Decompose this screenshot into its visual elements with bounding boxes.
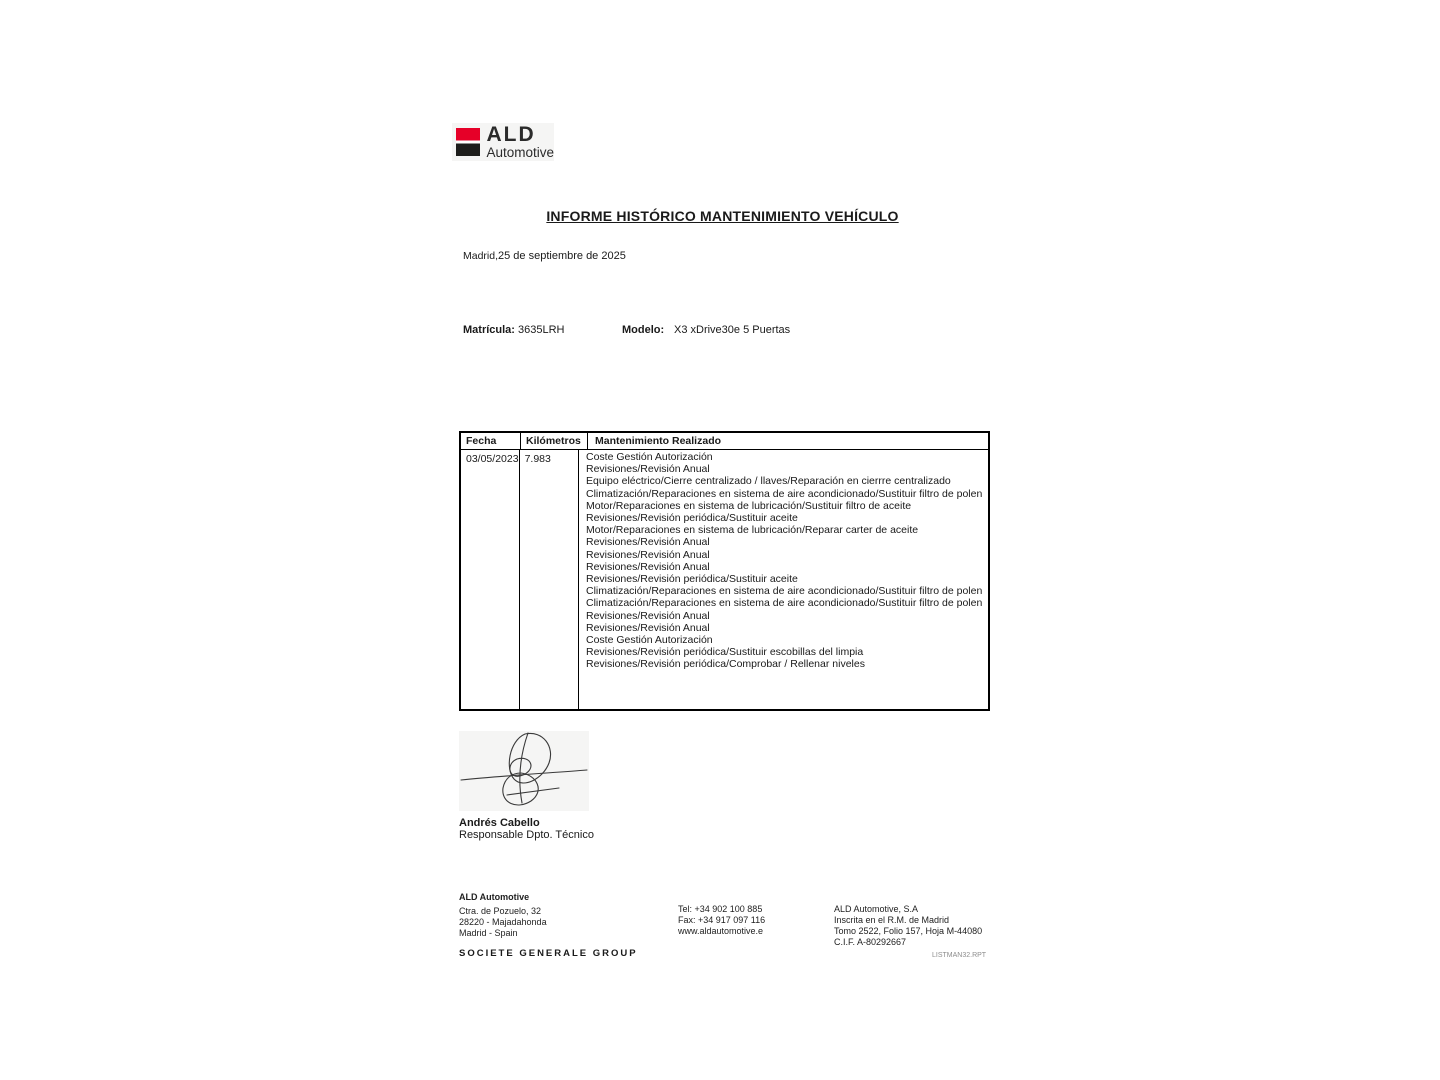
title-wrap [450, 208, 995, 226]
signature-image [459, 731, 589, 811]
footer-website: www.aldautomotive.e [678, 926, 764, 936]
footer-legal-line: Tomo 2522, Folio 157, Hoja M-44080 [834, 926, 983, 936]
page-title: INFORME HISTÓRICO MANTENIMIENTO VEHÍCULO [546, 208, 899, 224]
logo-brand: ALD [486, 123, 536, 147]
matricula-label: Matrícula: [463, 324, 515, 336]
footer-address-line: 28220 - Majadahonda [459, 917, 547, 927]
footer-legal-line: Inscrita en el R.M. de Madrid [834, 915, 950, 925]
maintenance-item: Equipo eléctrico/Cierre centralizado / llaves/Reparación en cierrre centralizado [586, 475, 951, 488]
maintenance-item: Climatización/Reparaciones en sistema de aire acondicionado/Sustituir filtro de polen [586, 487, 983, 500]
maintenance-table [459, 431, 990, 711]
maintenance-item: Revisiones/Revisión Anual [586, 621, 710, 634]
date-value: 25 de septiembre de 2025 [498, 250, 626, 262]
maintenance-item: Motor/Reparaciones en sistema de lubricación/Sustituir filtro de aceite [586, 499, 912, 512]
societe-generale-square-icon [456, 128, 480, 156]
maintenance-item: Revisiones/Revisión periódica/Comprobar / Rellenar niveles [586, 658, 865, 671]
fecha-value: 03/05/2023 [466, 453, 519, 465]
footer-address-line: Ctra. de Pozuelo, 32 [459, 906, 542, 916]
maintenance-item: Coste Gestión Autorización [586, 451, 713, 463]
header-fecha: Fecha [461, 433, 521, 449]
maintenance-item: Revisiones/Revisión Anual [586, 536, 710, 549]
maintenance-item: Revisiones/Revisión periódica/Sustituir aceite [586, 512, 798, 525]
logo-subtitle: Automotive [486, 145, 554, 161]
cell-kilometros [520, 450, 579, 709]
modelo-value: X3 xDrive30e 5 Puertas [674, 324, 791, 336]
maintenance-item: Motor/Reparaciones en sistema de lubricación/Reparar carter de aceite [586, 524, 919, 537]
date-city: Madrid, [463, 250, 499, 262]
table-header-row [461, 433, 988, 450]
header-kilometros: Kilómetros [521, 433, 588, 449]
footer-legal-line: C.I.F. A-80292667 [834, 937, 907, 947]
header-mantenimiento: Mantenimiento Realizado [595, 435, 722, 447]
matricula-value: 3635LRH [518, 324, 565, 336]
signature-scribble-icon [459, 731, 589, 811]
maintenance-item: Coste Gestión Autorización [586, 634, 713, 647]
modelo-label: Modelo: [622, 324, 665, 336]
logo-text [486, 124, 554, 160]
maintenance-item: Revisiones/Revisión Anual [586, 548, 710, 561]
ald-logo [452, 123, 554, 161]
maintenance-item: Revisiones/Revisión Anual [586, 463, 710, 476]
societe-generale-group-wordmark: SOCIETE GENERALE GROUP [459, 948, 638, 959]
footer-fax: Fax: +34 917 097 116 [678, 915, 766, 925]
footer-contact-block [678, 904, 765, 937]
date-line [463, 250, 626, 262]
cell-fecha [461, 450, 520, 709]
signatory-role: Responsable Dpto. Técnico [459, 829, 594, 841]
cell-mantenimiento [579, 450, 988, 709]
maintenance-item: Climatización/Reparaciones en sistema de aire acondicionado/Sustituir filtro de polen [586, 585, 983, 598]
footer-legal-line: ALD Automotive, S.A [834, 904, 919, 914]
footer-company-name: ALD Automotive [459, 892, 530, 902]
footer-address-block [459, 892, 547, 939]
footer-legal-block [834, 904, 982, 948]
maintenance-item: Revisiones/Revisión Anual [586, 609, 710, 622]
maintenance-item: Climatización/Reparaciones en sistema de aire acondicionado/Sustituir filtro de polen [586, 597, 983, 610]
footer-phone: Tel: +34 902 100 885 [678, 904, 763, 914]
signatory-name: Andrés Cabello [459, 817, 540, 829]
table-row [461, 450, 988, 709]
maintenance-item: Revisiones/Revisión periódica/Sustituir aceite [586, 573, 798, 586]
maintenance-item: Revisiones/Revisión periódica/Sustituir escobillas del limpia [586, 646, 864, 659]
maintenance-item: Revisiones/Revisión Anual [586, 560, 710, 573]
footer-address-line: Madrid - Spain [459, 928, 518, 938]
kilometros-value: 7.983 [524, 453, 551, 465]
report-file-reference: LISTMAN32.RPT [932, 952, 987, 959]
